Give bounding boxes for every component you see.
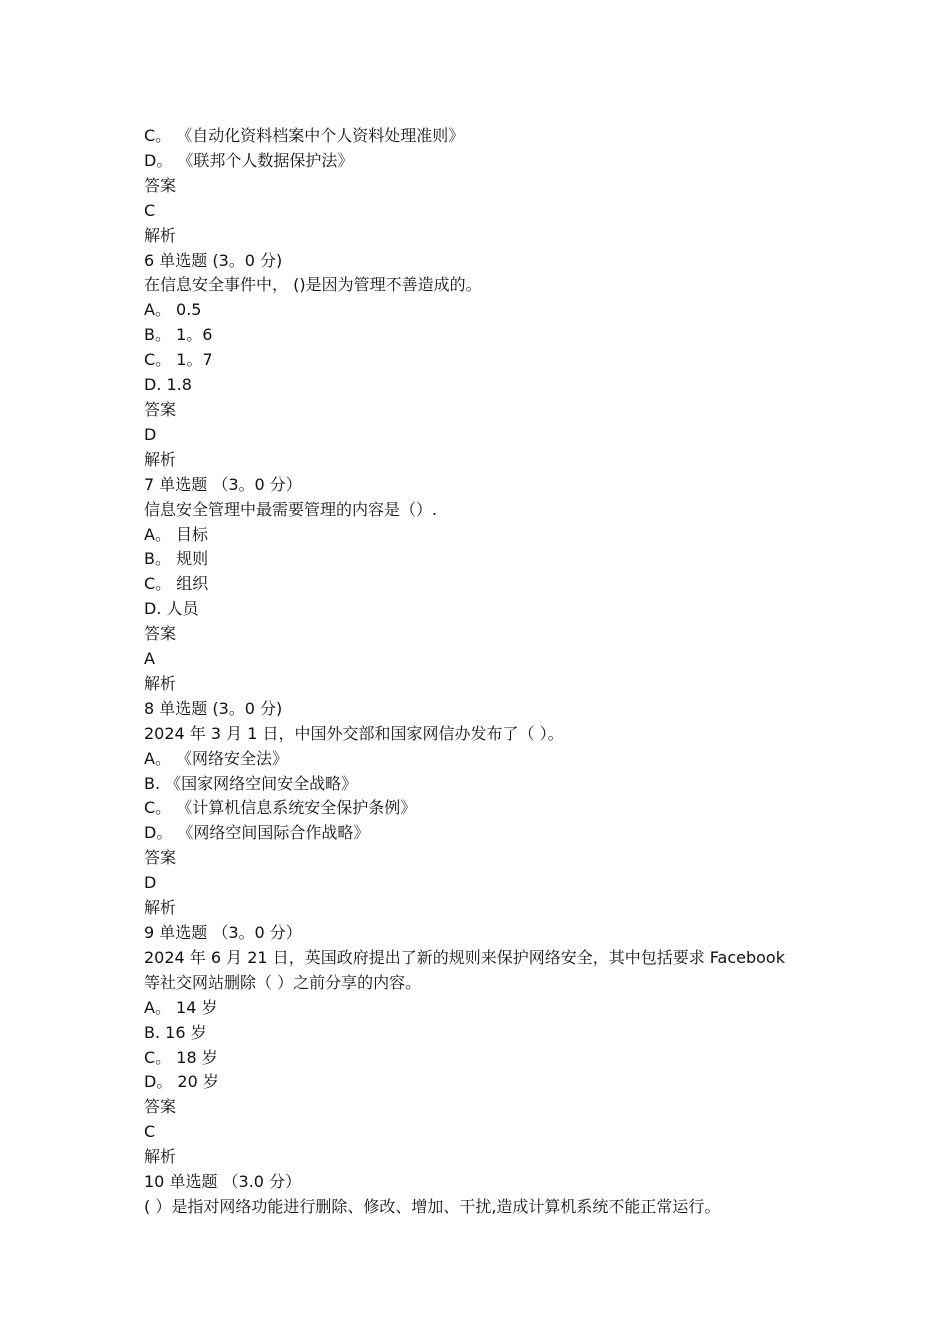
option-d-q9: D。 20 岁: [144, 1072, 219, 1092]
analysis-heading-q6: 解析: [144, 449, 177, 469]
question-header-q10: 10 单选题 （3.0 分）: [144, 1172, 302, 1192]
analysis-heading-q7: 解析: [144, 673, 177, 693]
answer-value-q9: C: [144, 1122, 156, 1142]
answer-value-q8: D: [144, 873, 157, 893]
question-header-q8: 8 单选题 (3。0 分): [144, 698, 283, 718]
answer-heading-q7: 答案: [144, 624, 177, 644]
answer-heading-q8: 答案: [144, 848, 177, 868]
question-text-q9-line1: 2024 年 6 月 21 日，英国政府提出了新的规则来保护网络安全，其中包括要求 Facebook: [144, 947, 785, 967]
option-c-q9: C。 18 岁: [144, 1047, 218, 1067]
answer-value-q5: C: [144, 200, 156, 220]
analysis-heading-q5: 解析: [144, 225, 177, 245]
option-a-q6: A。 0.5: [144, 300, 202, 320]
option-b-q7: B。 规则: [144, 549, 209, 569]
answer-value-q6: D: [144, 424, 157, 444]
question-text-q6: 在信息安全事件中， ()是因为管理不善造成的。: [144, 275, 482, 295]
analysis-heading-q8: 解析: [144, 898, 177, 918]
option-d-q7: D. 人员: [144, 599, 199, 619]
question-text-q8: 2024 年 3 月 1 日，中国外交部和国家网信办发布了（ ）。: [144, 723, 564, 743]
question-header-q9: 9 单选题 （3。0 分）: [144, 923, 302, 942]
option-d-q8: D。 《网络空间国际合作战略》: [144, 823, 370, 843]
question-header-q6: 6 单选题 (3。0 分): [144, 250, 283, 270]
document-page: [144, 124, 814, 1220]
option-a-q8: A。 《网络安全法》: [144, 748, 289, 768]
answer-heading-q5: 答案: [144, 175, 177, 195]
analysis-heading-q9: 解析: [144, 1147, 177, 1167]
option-b-q9: B. 16 岁: [144, 1022, 207, 1042]
question-text-q7: 信息安全管理中最需要管理的内容是（）.: [144, 499, 438, 519]
question-text-q9-line2: 等社交网站删除（ ）之前分享的内容。: [144, 972, 422, 992]
option-b-q8: B. 《国家网络空间安全战略》: [144, 773, 358, 793]
option-a-q7: A。 目标: [144, 524, 209, 544]
answer-heading-q9: 答案: [144, 1097, 177, 1117]
option-d-q6: D. 1.8: [144, 375, 192, 395]
option-c-q5: C。 《自动化资料档案中个人资料处理准则》: [144, 126, 465, 145]
answer-heading-q6: 答案: [144, 399, 177, 419]
question-text-q10: ( ）是指对网络功能进行删除、修改、增加、干扰,造成计算机系统不能正常运行。: [144, 1196, 721, 1216]
answer-value-q7: A: [144, 649, 155, 669]
option-d-q5: D。 《联邦个人数据保护法》: [144, 150, 354, 170]
question-header-q7: 7 单选题 （3。0 分）: [144, 474, 302, 494]
option-c-q8: C。 《计算机信息系统安全保护条例》: [144, 798, 417, 818]
option-c-q6: C。 1。7: [144, 350, 213, 370]
option-a-q9: A。 14 岁: [144, 997, 218, 1017]
option-b-q6: B。 1。6: [144, 325, 213, 345]
option-c-q7: C。 组织: [144, 574, 209, 594]
